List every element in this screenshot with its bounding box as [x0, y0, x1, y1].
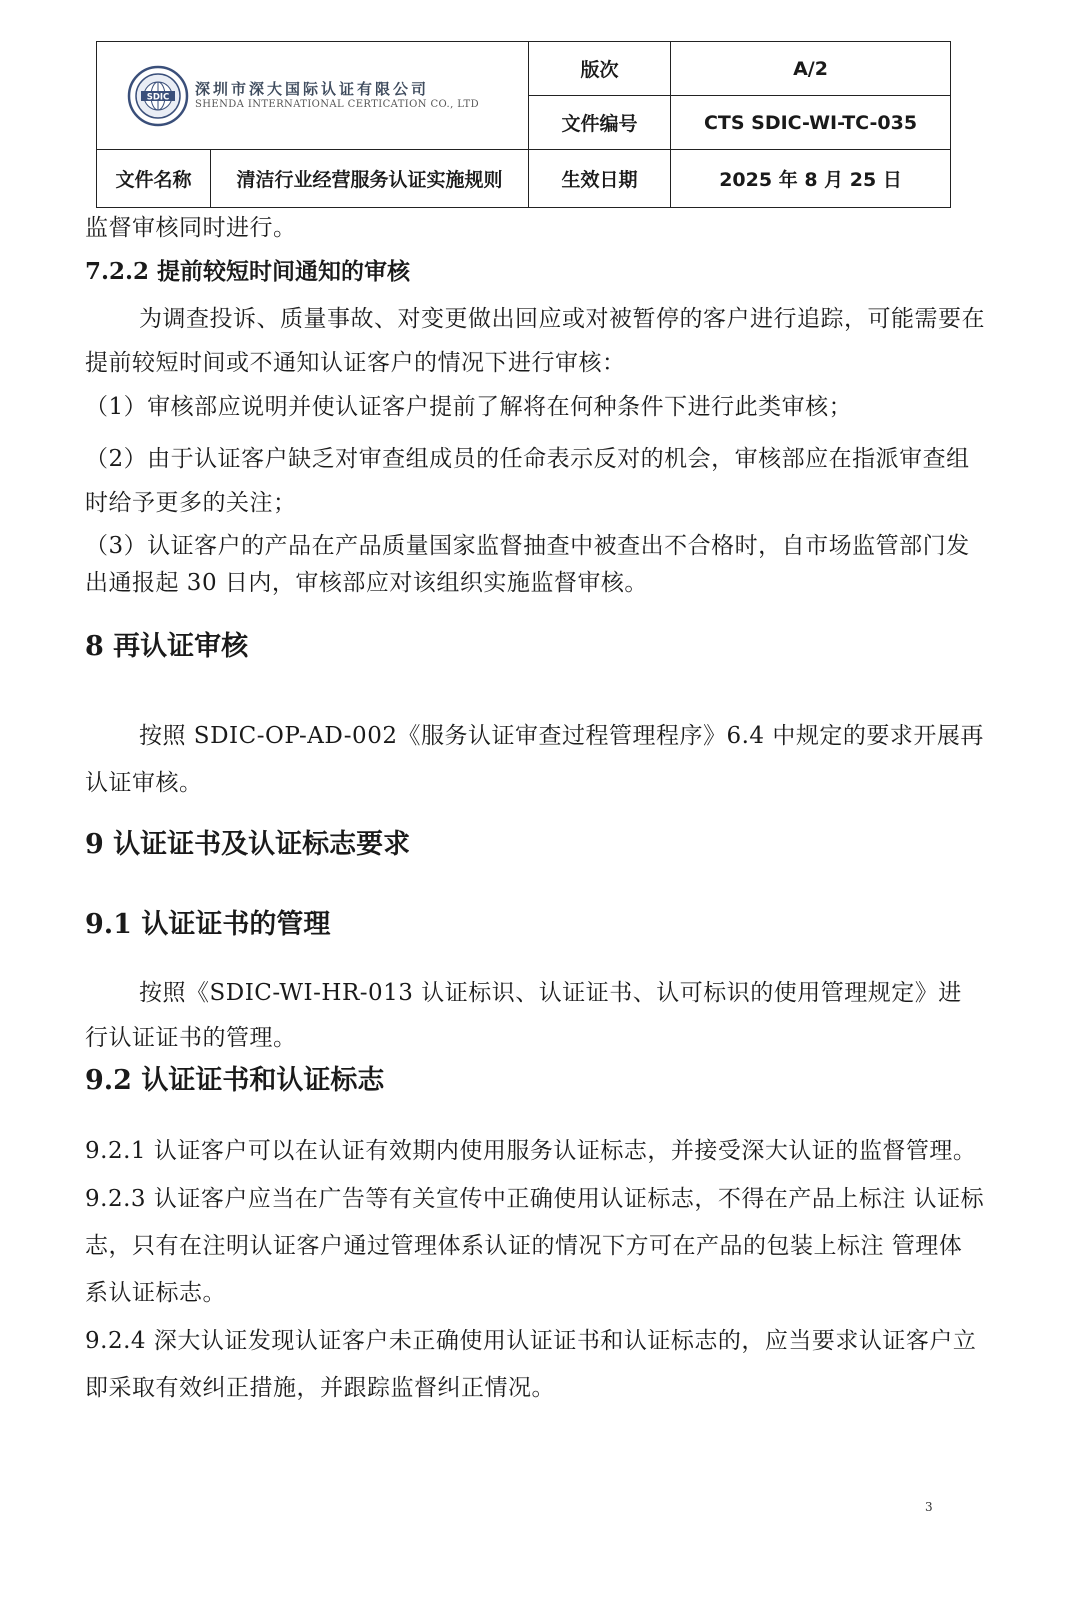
section-9-heading: 9 认证证书及认证标志要求 — [85, 829, 411, 860]
effective-date-label: 生效日期 — [529, 150, 671, 208]
section-7-2-2-paragraph: 为调查投诉、质量事故、对变更做出回应或对被暂停的客户进行追踪，可能需要在提前较短时间或不通知认证客户的情况下进行审核： — [85, 306, 985, 376]
section-9-2-heading: 9.2 认证证书和认证标志 — [85, 1065, 385, 1096]
section-7-2-2-item-3: （3）认证客户的产品在产品质量国家监督抽查中被查出不合格时，自市场监管部门发出通报起 30 日内，审核部应对该组织实施监督审核。 — [85, 533, 970, 596]
effective-date-value: 2025 年 8 月 25 日 — [671, 150, 951, 208]
doc-number-value: CTS SDIC-WI-TC-035 — [671, 96, 951, 150]
company-logo-cell — [97, 42, 529, 150]
document-body — [85, 210, 985, 1412]
version-label: 版次 — [529, 42, 671, 96]
logo-lettering: SDIC — [146, 92, 170, 102]
section-7-2-2-item-1: （1）审核部应说明并使认证客户提前了解将在何种条件下进行此类审核； — [85, 394, 853, 420]
company-name-en: SHENDA INTERNATIONAL CERTICATION CO., LTD — [195, 98, 479, 110]
section-9-2-3-paragraph: 9.2.3 认证客户应当在广告等有关宣传中正确使用认证标志，不得在产品上标注 认证标志，只有在注明认证客户通过管理体系认证的情况下方可在产品的包装上标注 管理体系认证标志。 — [85, 1186, 985, 1306]
section-9-2-4-paragraph: 9.2.4 深大认证发现认证客户未正确使用认证证书和认证标志的，应当要求认证客户立即采取有效纠正措施，并跟踪监督纠正情况。 — [85, 1328, 977, 1401]
doc-name-value: 清洁行业经营服务认证实施规则 — [211, 150, 529, 208]
section-7-2-2-heading: 7.2.2 提前较短时间通知的审核 — [85, 258, 411, 285]
section-8-paragraph: 按照 SDIC-OP-AD-002《服务认证审查过程管理程序》6.4 中规定的要求开展再认证审核。 — [85, 723, 984, 796]
company-logo-icon — [127, 65, 189, 127]
section-9-2-1-paragraph: 9.2.1 认证客户可以在认证有效期内使用服务认证标志，并接受深大认证的监督管理。 — [85, 1138, 977, 1164]
doc-number-label: 文件编号 — [529, 96, 671, 150]
doc-name-label: 文件名称 — [97, 150, 211, 208]
document-header-table — [96, 41, 951, 208]
section-9-1-heading: 9.1 认证证书的管理 — [85, 909, 331, 940]
continuation-text: 监督审核同时进行。 — [85, 215, 297, 241]
section-9-1-paragraph: 按照《SDIC-WI-HR-013 认证标识、认证证书、认可标识的使用管理规定》进行认证证书的管理。 — [85, 980, 962, 1051]
page-number: 3 — [925, 1500, 933, 1514]
section-7-2-2-item-2: （2）由于认证客户缺乏对审查组成员的任命表示反对的机会，审核部应在指派审查组时给予更多的关注； — [85, 446, 970, 516]
company-name-cn: 深圳市深大国际认证有限公司 — [195, 79, 430, 98]
section-8-heading: 8 再认证审核 — [85, 631, 249, 662]
version-value: A/2 — [671, 42, 951, 96]
